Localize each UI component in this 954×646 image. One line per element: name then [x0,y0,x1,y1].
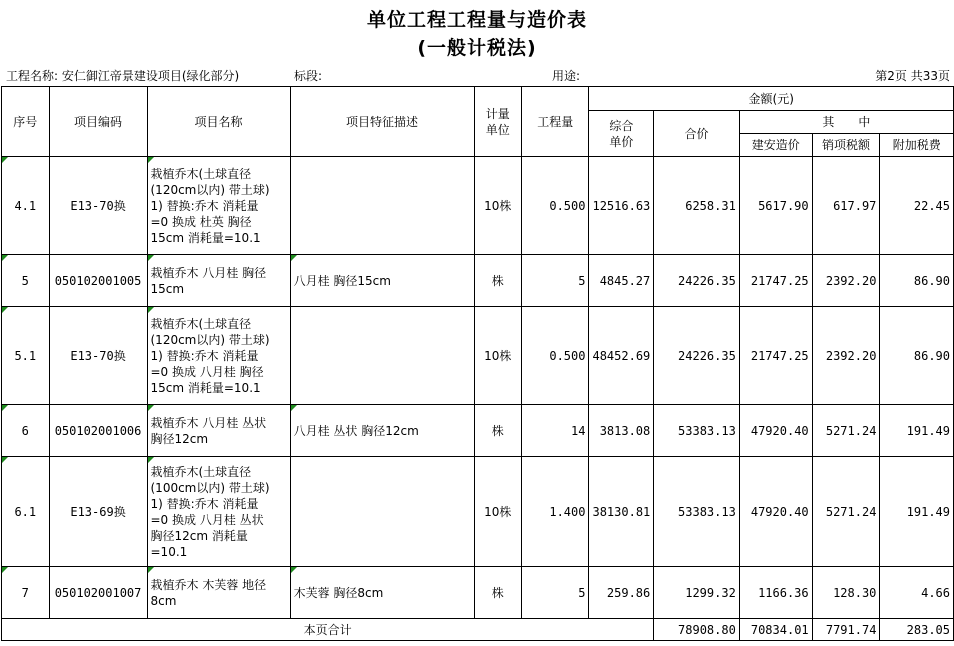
code-text: 050102001007 [54,585,142,600]
qty-text: 0.500 [549,198,586,213]
cell-price [589,307,654,405]
cell-code [49,307,147,405]
comment-marker-icon [148,157,154,163]
cell-build [739,157,812,255]
cell-sur [880,567,954,619]
sur-text: 4.66 [921,585,950,600]
code-text: E13-69换 [70,504,126,519]
header-seq: 序号 [2,87,50,157]
total-text: 6258.31 [685,198,736,213]
cell-feature [290,567,474,619]
sur-text: 191.49 [906,504,950,519]
header-unit: 计量 单位 [474,87,521,157]
price-text: 3813.08 [599,423,651,438]
cell-feature [290,157,474,255]
cell-seq [2,457,50,567]
price-text: 38130.81 [592,504,651,519]
cell-seq [2,307,50,405]
total-text: 53383.13 [678,423,736,438]
page-title: 单位工程工程量与造价表 [366,9,587,31]
comment-marker-icon [148,255,154,261]
price-text: 4845.27 [599,273,651,288]
name-text: 栽植乔木(土球直径 (100cm以内) 带土球) 1) 替换:乔木 消耗量 =0 换成 八月桂 丛状 胸径12cm 消耗量 =10.1 [150,464,270,559]
build-text: 21747.25 [750,273,809,288]
footer-sur: 283.05 [880,619,954,641]
seq-text: 4.1 [14,198,37,213]
unit-text: 10株 [484,504,512,519]
cell-unit [474,255,521,307]
cell-seq [2,255,50,307]
footer-label: 本页合计 [2,619,654,641]
cell-vat [812,157,880,255]
cell-feature [290,457,474,567]
cell-name [147,567,290,619]
name-text: 栽植乔木(土球直径 (120cm以内) 带土球) 1) 替换:乔木 消耗量 =0 换成 杜英 胸径 15cm 消耗量=10.1 [150,166,270,245]
total-text: 24226.35 [678,348,736,363]
vat-text: 2392.20 [825,273,877,288]
cell-unit [474,157,521,255]
seq-text: 6 [21,423,29,438]
cost-table [1,86,954,641]
total-text: 1299.32 [685,585,736,600]
cell-code [49,457,147,567]
cell-seq [2,405,50,457]
cell-qty [521,307,588,405]
header-qty: 工程量 [521,87,588,157]
sur-text: 86.90 [913,273,950,288]
cell-unit [474,457,521,567]
cell-price [589,567,654,619]
comment-marker-icon [2,567,8,573]
header-build-cost: 建安造价 [739,134,812,157]
cell-unit [474,567,521,619]
sur-text: 86.90 [913,348,950,363]
cell-price [589,157,654,255]
qty-text: 0.500 [549,348,586,363]
cell-build [739,307,812,405]
header-amount: 金额(元) [589,87,954,111]
sur-text: 191.49 [906,423,950,438]
build-text: 21747.25 [750,348,809,363]
build-text: 47920.40 [750,423,809,438]
cell-price [589,405,654,457]
vat-text: 617.97 [833,198,877,213]
feature-text: 八月桂 胸径15cm [293,273,391,288]
cell-vat [812,567,880,619]
comment-marker-icon [291,567,297,573]
sur-text: 22.45 [913,198,950,213]
comment-marker-icon [2,157,8,163]
code-text: 050102001005 [54,273,142,288]
comment-marker-icon [291,405,297,411]
total-text: 24226.35 [678,273,736,288]
cell-sur [880,157,954,255]
seq-text: 5.1 [14,348,37,363]
header-surcharge: 附加税费 [880,134,954,157]
price-text: 48452.69 [592,348,651,363]
cell-code [49,405,147,457]
cell-vat [812,457,880,567]
comment-marker-icon [2,255,8,261]
cell-price [589,457,654,567]
name-text: 栽植乔木 八月桂 胸径 15cm [150,265,267,296]
cell-vat [812,255,880,307]
qty-text: 14 [571,423,586,438]
cell-total [654,307,740,405]
feature-text: 八月桂 丛状 胸径12cm [293,423,419,438]
cell-total [654,567,740,619]
cell-unit [474,307,521,405]
unit-text: 株 [491,423,504,438]
build-text: 5617.90 [758,198,809,213]
cell-build [739,457,812,567]
cell-qty [521,405,588,457]
cell-vat [812,307,880,405]
cell-sur [880,255,954,307]
table-row [2,255,954,307]
cell-code [49,255,147,307]
cell-total [654,255,740,307]
header-row-1 [2,87,954,111]
cell-name [147,157,290,255]
cell-feature [290,405,474,457]
comment-marker-icon [148,405,154,411]
header-total: 合价 [654,111,740,157]
cell-vat [812,405,880,457]
table-row [2,567,954,619]
table-row [2,307,954,405]
name-text: 栽植乔木 八月桂 丛状 胸径12cm [150,415,267,446]
cell-name [147,457,290,567]
price-text: 12516.63 [592,198,651,213]
vat-text: 5271.24 [825,423,877,438]
cell-name [147,405,290,457]
footer-build: 70834.01 [739,619,812,641]
header-unit-price: 综合 单价 [589,111,654,157]
comment-marker-icon [2,405,8,411]
purpose-label: 用途: [552,69,581,83]
cell-qty [521,567,588,619]
unit-text: 10株 [484,198,512,213]
cell-sur [880,307,954,405]
cell-price [589,255,654,307]
header-code: 项目编码 [49,87,147,157]
vat-text: 128.30 [833,585,877,600]
qty-text: 5 [578,585,586,600]
name-text: 栽植乔木(土球直径 (120cm以内) 带土球) 1) 替换:乔木 消耗量 =0 换成 八月桂 胸径 15cm 消耗量=10.1 [150,316,270,395]
cell-qty [521,157,588,255]
vat-text: 5271.24 [825,504,877,519]
comment-marker-icon [291,255,297,261]
cell-qty [521,457,588,567]
name-text: 栽植乔木 木芙蓉 地径 8cm [150,577,267,608]
table-row [2,457,954,567]
cell-total [654,157,740,255]
table-row [2,157,954,255]
unit-text: 10株 [484,348,512,363]
section-label: 标段: [294,69,323,83]
cell-feature [290,307,474,405]
comment-marker-icon [148,457,154,463]
footer-row [2,619,954,641]
seq-text: 7 [21,585,29,600]
cell-feature [290,255,474,307]
header-vat: 销项税额 [812,134,880,157]
footer-total: 78908.80 [654,619,740,641]
header-of-which: 其 中 [739,111,953,134]
page-indicator: 第2页 共33页 [875,69,950,83]
code-text: 050102001006 [54,423,142,438]
cell-seq [2,157,50,255]
cell-build [739,405,812,457]
comment-marker-icon [2,457,8,463]
comment-marker-icon [2,307,8,313]
code-text: E13-70换 [70,198,126,213]
unit-text: 株 [491,273,504,288]
cell-code [49,157,147,255]
cell-build [739,255,812,307]
cell-sur [880,457,954,567]
cell-code [49,567,147,619]
total-text: 53383.13 [678,504,736,519]
cell-seq [2,567,50,619]
cell-build [739,567,812,619]
feature-text: 木芙蓉 胸径8cm [293,585,384,600]
build-text: 47920.40 [750,504,809,519]
project-name: 工程名称: 安仁御江帝景建设项目(绿化部分) [6,69,240,83]
footer-vat: 7791.74 [812,619,880,641]
cell-total [654,405,740,457]
cell-name [147,255,290,307]
cell-sur [880,405,954,457]
cell-name [147,307,290,405]
seq-text: 5 [21,273,29,288]
unit-text: 株 [491,585,504,600]
header-name: 项目名称 [147,87,290,157]
comment-marker-icon [148,307,154,313]
table-row [2,405,954,457]
price-text: 259.86 [606,585,651,600]
cell-total [654,457,740,567]
vat-text: 2392.20 [825,348,877,363]
comment-marker-icon [148,567,154,573]
page-subtitle: (一般计税法) [417,37,537,59]
qty-text: 1.400 [549,504,586,519]
seq-text: 6.1 [14,504,37,519]
build-text: 1166.36 [758,585,809,600]
cell-qty [521,255,588,307]
header-feature: 项目特征描述 [290,87,474,157]
code-text: E13-70换 [70,348,126,363]
cell-unit [474,405,521,457]
qty-text: 5 [578,273,586,288]
